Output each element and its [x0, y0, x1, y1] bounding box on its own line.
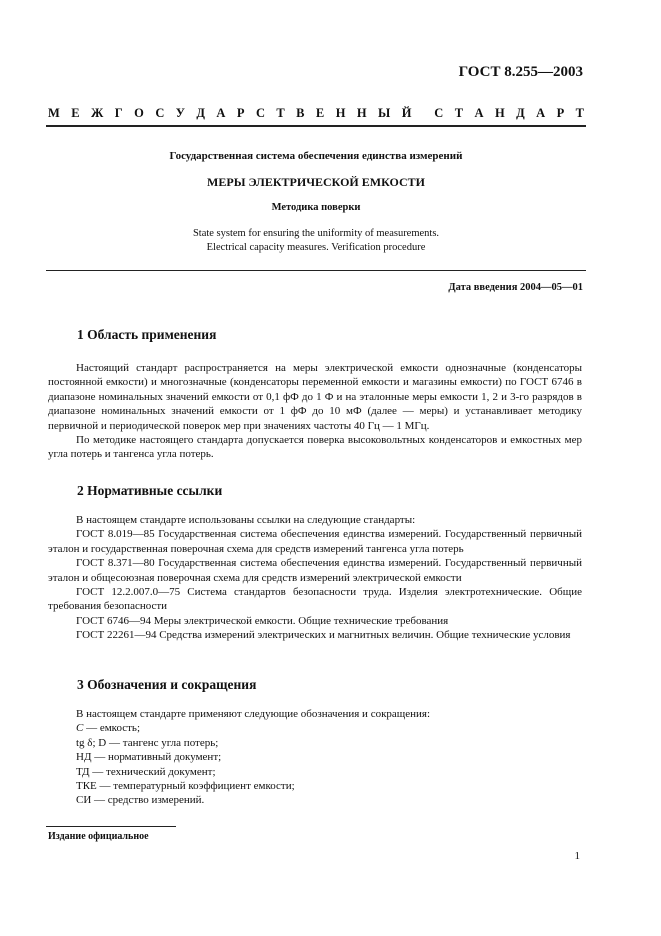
- header-letter: Т: [575, 106, 584, 120]
- paragraph: Настоящий стандарт распространяется на меры электрической емкости однозначные (конденсаторы постоянной емкости) и многозначные (конденсаторы переменной емкости и магазины емкости) по ГОСТ 6746 в диапазоне номинальных значений емкости от 0,1 фФ до 1 Ф и на эталонные меры емкости 1, 2 и 3-го разрядов в диапазоне номинальных значений емкости от 1 фФ до 10 мФ (далее — меры) и устанавливает методику первичной и периодической поверок мер при значениях частоты 40 Гц — 1 МГц.: [48, 362, 582, 432]
- header-letter: Д: [516, 106, 525, 120]
- system-title: Государственная система обеспечения единства измерений: [169, 150, 463, 162]
- abbreviation-item: ТД — технический документ;: [76, 765, 216, 778]
- header-letter: Н: [494, 106, 505, 120]
- top-divider: [46, 125, 586, 127]
- page-number: 1: [574, 850, 580, 862]
- abbreviation-item: ТКЕ — температурный коэффициент емкости;: [76, 780, 295, 793]
- abbreviation-item: [48, 736, 582, 750]
- symbol: C: [76, 722, 84, 735]
- section-heading-normative-references: 2 Нормативные ссылки: [77, 483, 223, 498]
- header-letter: А: [474, 106, 484, 120]
- section-body-scope: [48, 361, 582, 462]
- footer-divider: [46, 826, 176, 827]
- section-heading-scope: 1 Область применения: [77, 327, 217, 342]
- section-body-abbreviations: [48, 707, 582, 808]
- reference-item: ГОСТ 8.371—80 Государственная система обеспечения единства измерений. Государственный первичный эталон и общесоюзная поверочная схема для средств измерений электрической емкости: [48, 557, 582, 584]
- interstate-standard-heading: [48, 106, 584, 121]
- abbreviation-item: СИ — средство измерений.: [76, 794, 205, 807]
- main-title: МЕРЫ ЭЛЕКТРИЧЕСКОЙ ЕМКОСТИ: [207, 175, 425, 189]
- header-letter: С: [255, 106, 265, 120]
- subtitle: Методика поверки: [271, 202, 361, 213]
- reference-item: ГОСТ 22261—94 Средства измерений электрических и магнитных величин. Общие технические условия: [76, 629, 571, 642]
- header-letter: Р: [236, 106, 245, 120]
- header-letter: Й: [401, 106, 412, 120]
- definition: — тангенс угла потерь;: [106, 736, 219, 749]
- header-letter: С: [434, 106, 444, 120]
- header-letter: Т: [276, 106, 285, 120]
- english-title-line-1: State system for ensuring the uniformity of measurements.: [192, 228, 440, 239]
- document-number: ГОСТ 8.255—2003: [458, 64, 583, 80]
- paragraph: В настоящем стандарте применяют следующие обозначения и сокращения:: [76, 708, 431, 720]
- header-letter: Е: [71, 106, 80, 120]
- header-letter: У: [175, 106, 185, 120]
- header-letter: Н: [335, 106, 346, 120]
- header-letter: А: [216, 106, 226, 120]
- definition: — емкость;: [83, 722, 141, 735]
- header-letter: О: [134, 106, 144, 120]
- header-letter: М: [48, 106, 60, 120]
- header-letter: С: [155, 106, 165, 120]
- english-title-line-2: Electrical capacity measures. Verification procedure: [206, 242, 426, 253]
- title-divider: [46, 270, 586, 271]
- reference-item: ГОСТ 8.019—85 Государственная система обеспечения единства измерений. Государственный первичный эталон и государственная поверочная схема для средств измерений тангенса угла потерь: [48, 528, 582, 555]
- header-letter: Г: [114, 106, 123, 120]
- header-letter: Д: [196, 106, 205, 120]
- english-title: [46, 227, 586, 255]
- header-letter: А: [536, 106, 546, 120]
- paragraph: По методике настоящего стандарта допускается поверка высоковольтных конденсаторов и емкостных мер угла потерь и тангенса угла потерь.: [48, 434, 582, 461]
- header-letter: Ж: [91, 106, 104, 120]
- reference-item: ГОСТ 6746—94 Меры электрической емкости. Общие технические требования: [76, 614, 449, 627]
- introduction-date: Дата введения 2004—05—01: [448, 282, 583, 293]
- header-letter: Е: [315, 106, 325, 120]
- section-body-normative-references: [48, 513, 582, 643]
- header-letter: Т: [454, 106, 464, 120]
- header-letter: Ы: [378, 106, 391, 120]
- header-letter: Р: [556, 106, 565, 120]
- header-letter: В: [296, 106, 305, 120]
- edition-note: Издание официальное: [48, 831, 149, 842]
- section-heading-abbreviations: 3 Обозначения и сокращения: [77, 677, 257, 692]
- symbol: tg δ; D: [76, 736, 107, 749]
- abbreviation-item: НД — нормативный документ;: [76, 751, 222, 764]
- paragraph: В настоящем стандарте использованы ссылки на следующие стандарты:: [76, 514, 416, 526]
- header-letter: Н: [356, 106, 367, 120]
- abbreviation-item: [48, 721, 582, 735]
- reference-item: ГОСТ 12.2.007.0—75 Система стандартов безопасности труда. Изделия электротехнические. Общие требования безопасности: [48, 586, 582, 613]
